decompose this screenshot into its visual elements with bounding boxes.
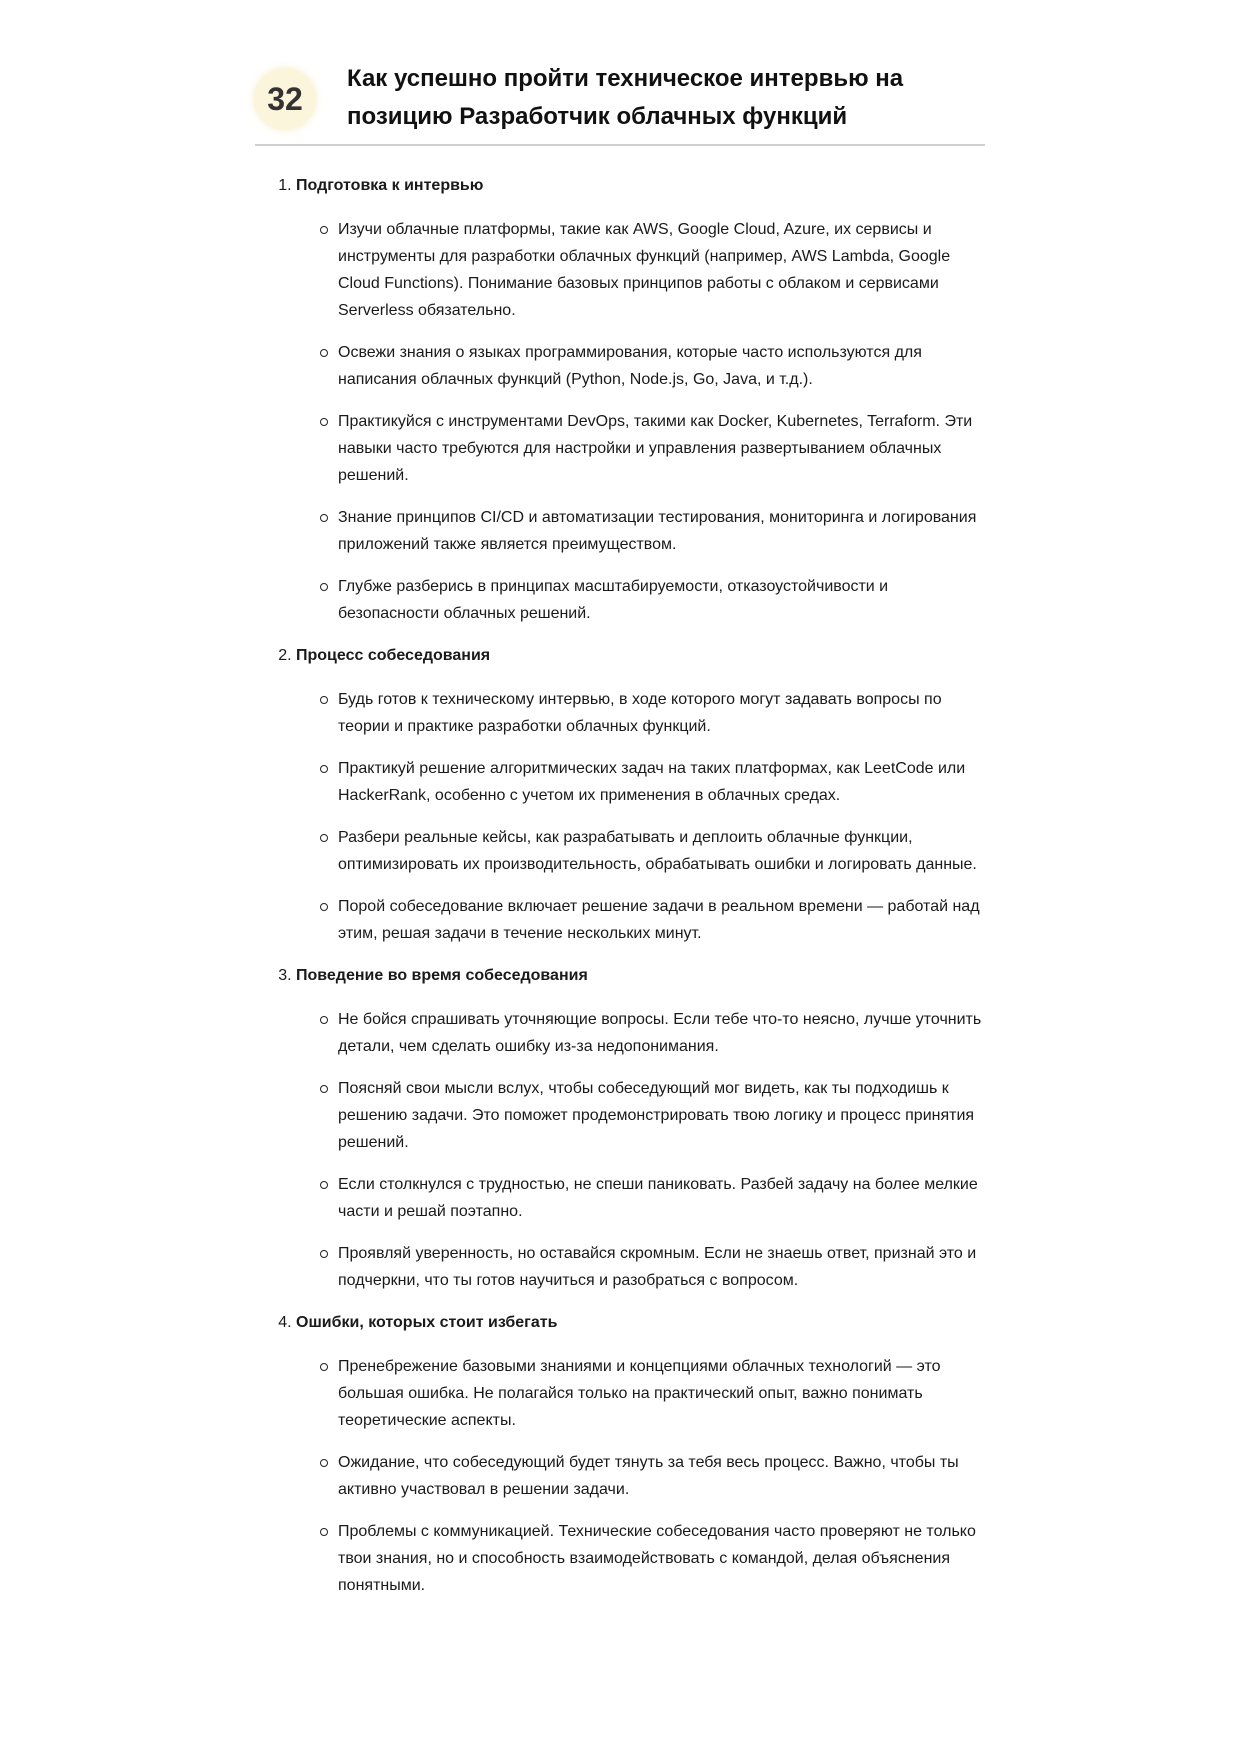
page-number-badge: 32 bbox=[254, 68, 316, 130]
circle-bullet-icon bbox=[320, 226, 328, 234]
points-list bbox=[296, 1006, 985, 1294]
circle-bullet-icon bbox=[320, 1459, 328, 1467]
list-item bbox=[338, 1353, 985, 1434]
list-item-text: Пренебрежение базовыми знаниями и концепциями облачных технологий — это большая ошибка. Не полагайся только на практический опыт, важно понимать теоретические аспекты. bbox=[338, 1358, 941, 1429]
section-item bbox=[296, 642, 985, 947]
circle-bullet-icon bbox=[320, 583, 328, 591]
list-item bbox=[338, 216, 985, 324]
list-item bbox=[338, 824, 985, 878]
list-item bbox=[338, 893, 985, 947]
list-item-text: Проблемы с коммуникацией. Технические собеседования часто проверяют не только твои знания, но и способность взаимодействовать с командой, делая объяснения понятными. bbox=[338, 1523, 976, 1594]
circle-bullet-icon bbox=[320, 903, 328, 911]
circle-bullet-icon bbox=[320, 765, 328, 773]
section-title: Подготовка к интервью bbox=[296, 177, 484, 194]
list-item-text: Практикуйся с инструментами DevOps, такими как Docker, Kubernetes, Terraform. Эти навыки часто требуются для настройки и управления развертыванием облачных решений. bbox=[338, 413, 973, 484]
section-title: Ошибки, которых стоит избегать bbox=[296, 1314, 558, 1331]
list-item bbox=[338, 1518, 985, 1599]
list-item-text: Не бойся спрашивать уточняющие вопросы. Если тебе что-то неясно, лучше уточнить детали, чем сделать ошибку из-за недопонимания. bbox=[338, 1011, 982, 1055]
sections-list bbox=[255, 172, 985, 1614]
list-item bbox=[338, 1240, 985, 1294]
list-item-text: Глубже разберись в принципах масштабируемости, отказоустойчивости и безопасности облачных решений. bbox=[338, 578, 889, 622]
points-list bbox=[296, 686, 985, 947]
list-item-text: Поясняй свои мысли вслух, чтобы собеседующий мог видеть, как ты подходишь к решению задачи. Это поможет продемонстрировать твою логику и процесс принятия решений. bbox=[338, 1080, 975, 1151]
list-item bbox=[338, 1449, 985, 1503]
section-item bbox=[296, 172, 985, 627]
circle-bullet-icon bbox=[320, 1085, 328, 1093]
points-list bbox=[296, 1353, 985, 1599]
list-item bbox=[338, 1171, 985, 1225]
section-item bbox=[296, 962, 985, 1294]
circle-bullet-icon bbox=[320, 418, 328, 426]
list-item bbox=[338, 573, 985, 627]
list-item-text: Знание принципов CI/CD и автоматизации тестирования, мониторинга и логирования приложений также является преимуществом. bbox=[338, 509, 977, 553]
circle-bullet-icon bbox=[320, 1528, 328, 1536]
circle-bullet-icon bbox=[320, 834, 328, 842]
circle-bullet-icon bbox=[320, 1250, 328, 1258]
list-item bbox=[338, 504, 985, 558]
section-title: Поведение во время собеседования bbox=[296, 967, 588, 984]
page-title: Как успешно пройти техническое интервью на позицию Разработчик облачных функций bbox=[347, 65, 904, 130]
list-item bbox=[338, 1075, 985, 1156]
list-item-text: Проявляй уверенность, но оставайся скромным. Если не знаешь ответ, признай это и подчеркни, что ты готов научиться и разобраться с вопросом. bbox=[338, 1245, 977, 1289]
list-item-text: Изучи облачные платформы, такие как AWS, Google Cloud, Azure, их сервисы и инструменты для разработки облачных функций (например, AWS Lambda, Google Cloud Functions). Понимание базовых принципов работы с облаком и сервисами Serverless обязательно. bbox=[338, 221, 951, 319]
list-item-text: Разбери реальные кейсы, как разрабатывать и деплоить облачные функции, оптимизировать их производительность, обрабатывать ошибки и логировать данные. bbox=[338, 829, 977, 873]
circle-bullet-icon bbox=[320, 1363, 328, 1371]
section-item bbox=[296, 1309, 985, 1599]
page-header bbox=[255, 58, 985, 146]
list-item bbox=[338, 755, 985, 809]
list-item bbox=[338, 339, 985, 393]
list-item-text: Если столкнулся с трудностью, не спеши паниковать. Разбей задачу на более мелкие части и решай поэтапно. bbox=[338, 1176, 978, 1220]
points-list bbox=[296, 216, 985, 627]
list-item-text: Практикуй решение алгоритмических задач на таких платформах, как LeetCode или HackerRank, особенно с учетом их применения в облачных средах. bbox=[338, 760, 966, 804]
circle-bullet-icon bbox=[320, 514, 328, 522]
circle-bullet-icon bbox=[320, 1181, 328, 1189]
list-item bbox=[338, 1006, 985, 1060]
section-title: Процесс собеседования bbox=[296, 647, 491, 664]
list-item-text: Освежи знания о языках программирования, которые часто используются для написания облачных функций (Python, Node.js, Go, Java, и т.д.). bbox=[338, 344, 922, 388]
list-item-text: Будь готов к техническому интервью, в ходе которого могут задавать вопросы по теории и практике разработки облачных функций. bbox=[338, 691, 942, 735]
list-item-text: Ожидание, что собеседующий будет тянуть за тебя весь процесс. Важно, чтобы ты активно участвовал в решении задачи. bbox=[338, 1454, 959, 1498]
circle-bullet-icon bbox=[320, 1016, 328, 1024]
list-item-text: Порой собеседование включает решение задачи в реальном времени — работай над этим, решая задачи в течение нескольких минут. bbox=[338, 898, 980, 942]
circle-bullet-icon bbox=[320, 696, 328, 704]
circle-bullet-icon bbox=[320, 349, 328, 357]
list-item bbox=[338, 408, 985, 489]
list-item bbox=[338, 686, 985, 740]
